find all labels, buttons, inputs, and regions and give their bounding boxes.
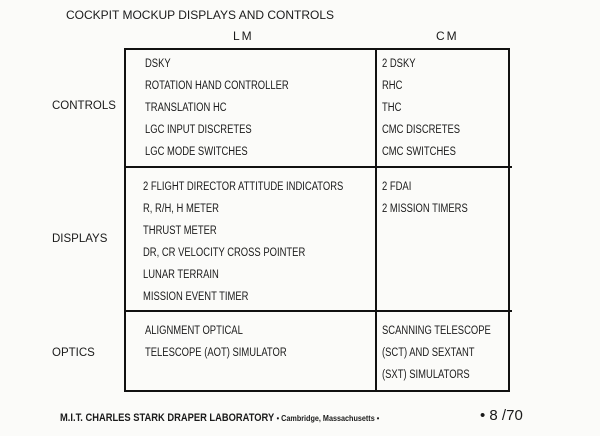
list-item: THC xyxy=(382,102,402,114)
list-item: LUNAR TERRAIN xyxy=(143,269,219,281)
footer-organization: M.I.T. CHARLES STARK DRAPER LABORATORY xyxy=(60,412,275,424)
column-header-lm: LM xyxy=(233,29,254,43)
optics-lm-cell xyxy=(145,320,287,364)
row-divider xyxy=(124,166,512,168)
list-item: MISSION EVENT TIMER xyxy=(143,291,249,303)
list-item: RHC xyxy=(382,80,403,92)
list-item: ALIGNMENT OPTICAL xyxy=(145,325,243,337)
footer xyxy=(60,412,379,424)
controls-cm-cell xyxy=(382,53,460,163)
list-item: SCANNING TELESCOPE xyxy=(382,325,491,337)
list-item: DSKY xyxy=(145,58,171,70)
list-item: (SCT) AND SEXTANT xyxy=(382,347,475,359)
page-number: • 8 /70 xyxy=(480,407,523,424)
optics-cm-cell xyxy=(382,320,491,386)
row-divider xyxy=(124,310,512,312)
displays-lm-cell xyxy=(143,176,343,308)
list-item: TELESCOPE (AOT) SIMULATOR xyxy=(145,347,287,359)
list-item: 2 DSKY xyxy=(382,58,416,70)
list-item: DR, CR VELOCITY CROSS POINTER xyxy=(143,247,306,259)
column-header-cm: CM xyxy=(436,29,459,43)
row-label-controls: CONTROLS xyxy=(52,100,116,112)
list-item: 2 FLIGHT DIRECTOR ATTITUDE INDICATORS xyxy=(143,181,344,193)
list-item: CMC SWITCHES xyxy=(382,146,456,158)
column-divider xyxy=(375,48,377,392)
row-label-displays: DISPLAYS xyxy=(52,233,108,245)
list-item: THRUST METER xyxy=(143,225,217,237)
list-item: R, R/H, H METER xyxy=(143,203,219,215)
list-item: TRANSLATION HC xyxy=(145,102,227,114)
list-item: (SXT) SIMULATORS xyxy=(382,369,470,381)
list-item: LGC MODE SWITCHES xyxy=(145,146,248,158)
list-item: 2 MISSION TIMERS xyxy=(382,203,468,215)
row-label-optics: OPTICS xyxy=(52,347,95,359)
list-item: ROTATION HAND CONTROLLER xyxy=(145,80,289,92)
footer-location: • Cambridge, Massachusetts • xyxy=(276,413,380,423)
displays-cm-cell xyxy=(382,176,468,220)
list-item: CMC DISCRETES xyxy=(382,124,461,136)
controls-lm-cell xyxy=(145,53,289,163)
page-title: COCKPIT MOCKUP DISPLAYS AND CONTROLS xyxy=(66,8,335,22)
list-item: LGC INPUT DISCRETES xyxy=(145,124,252,136)
list-item: 2 FDAI xyxy=(382,181,412,193)
